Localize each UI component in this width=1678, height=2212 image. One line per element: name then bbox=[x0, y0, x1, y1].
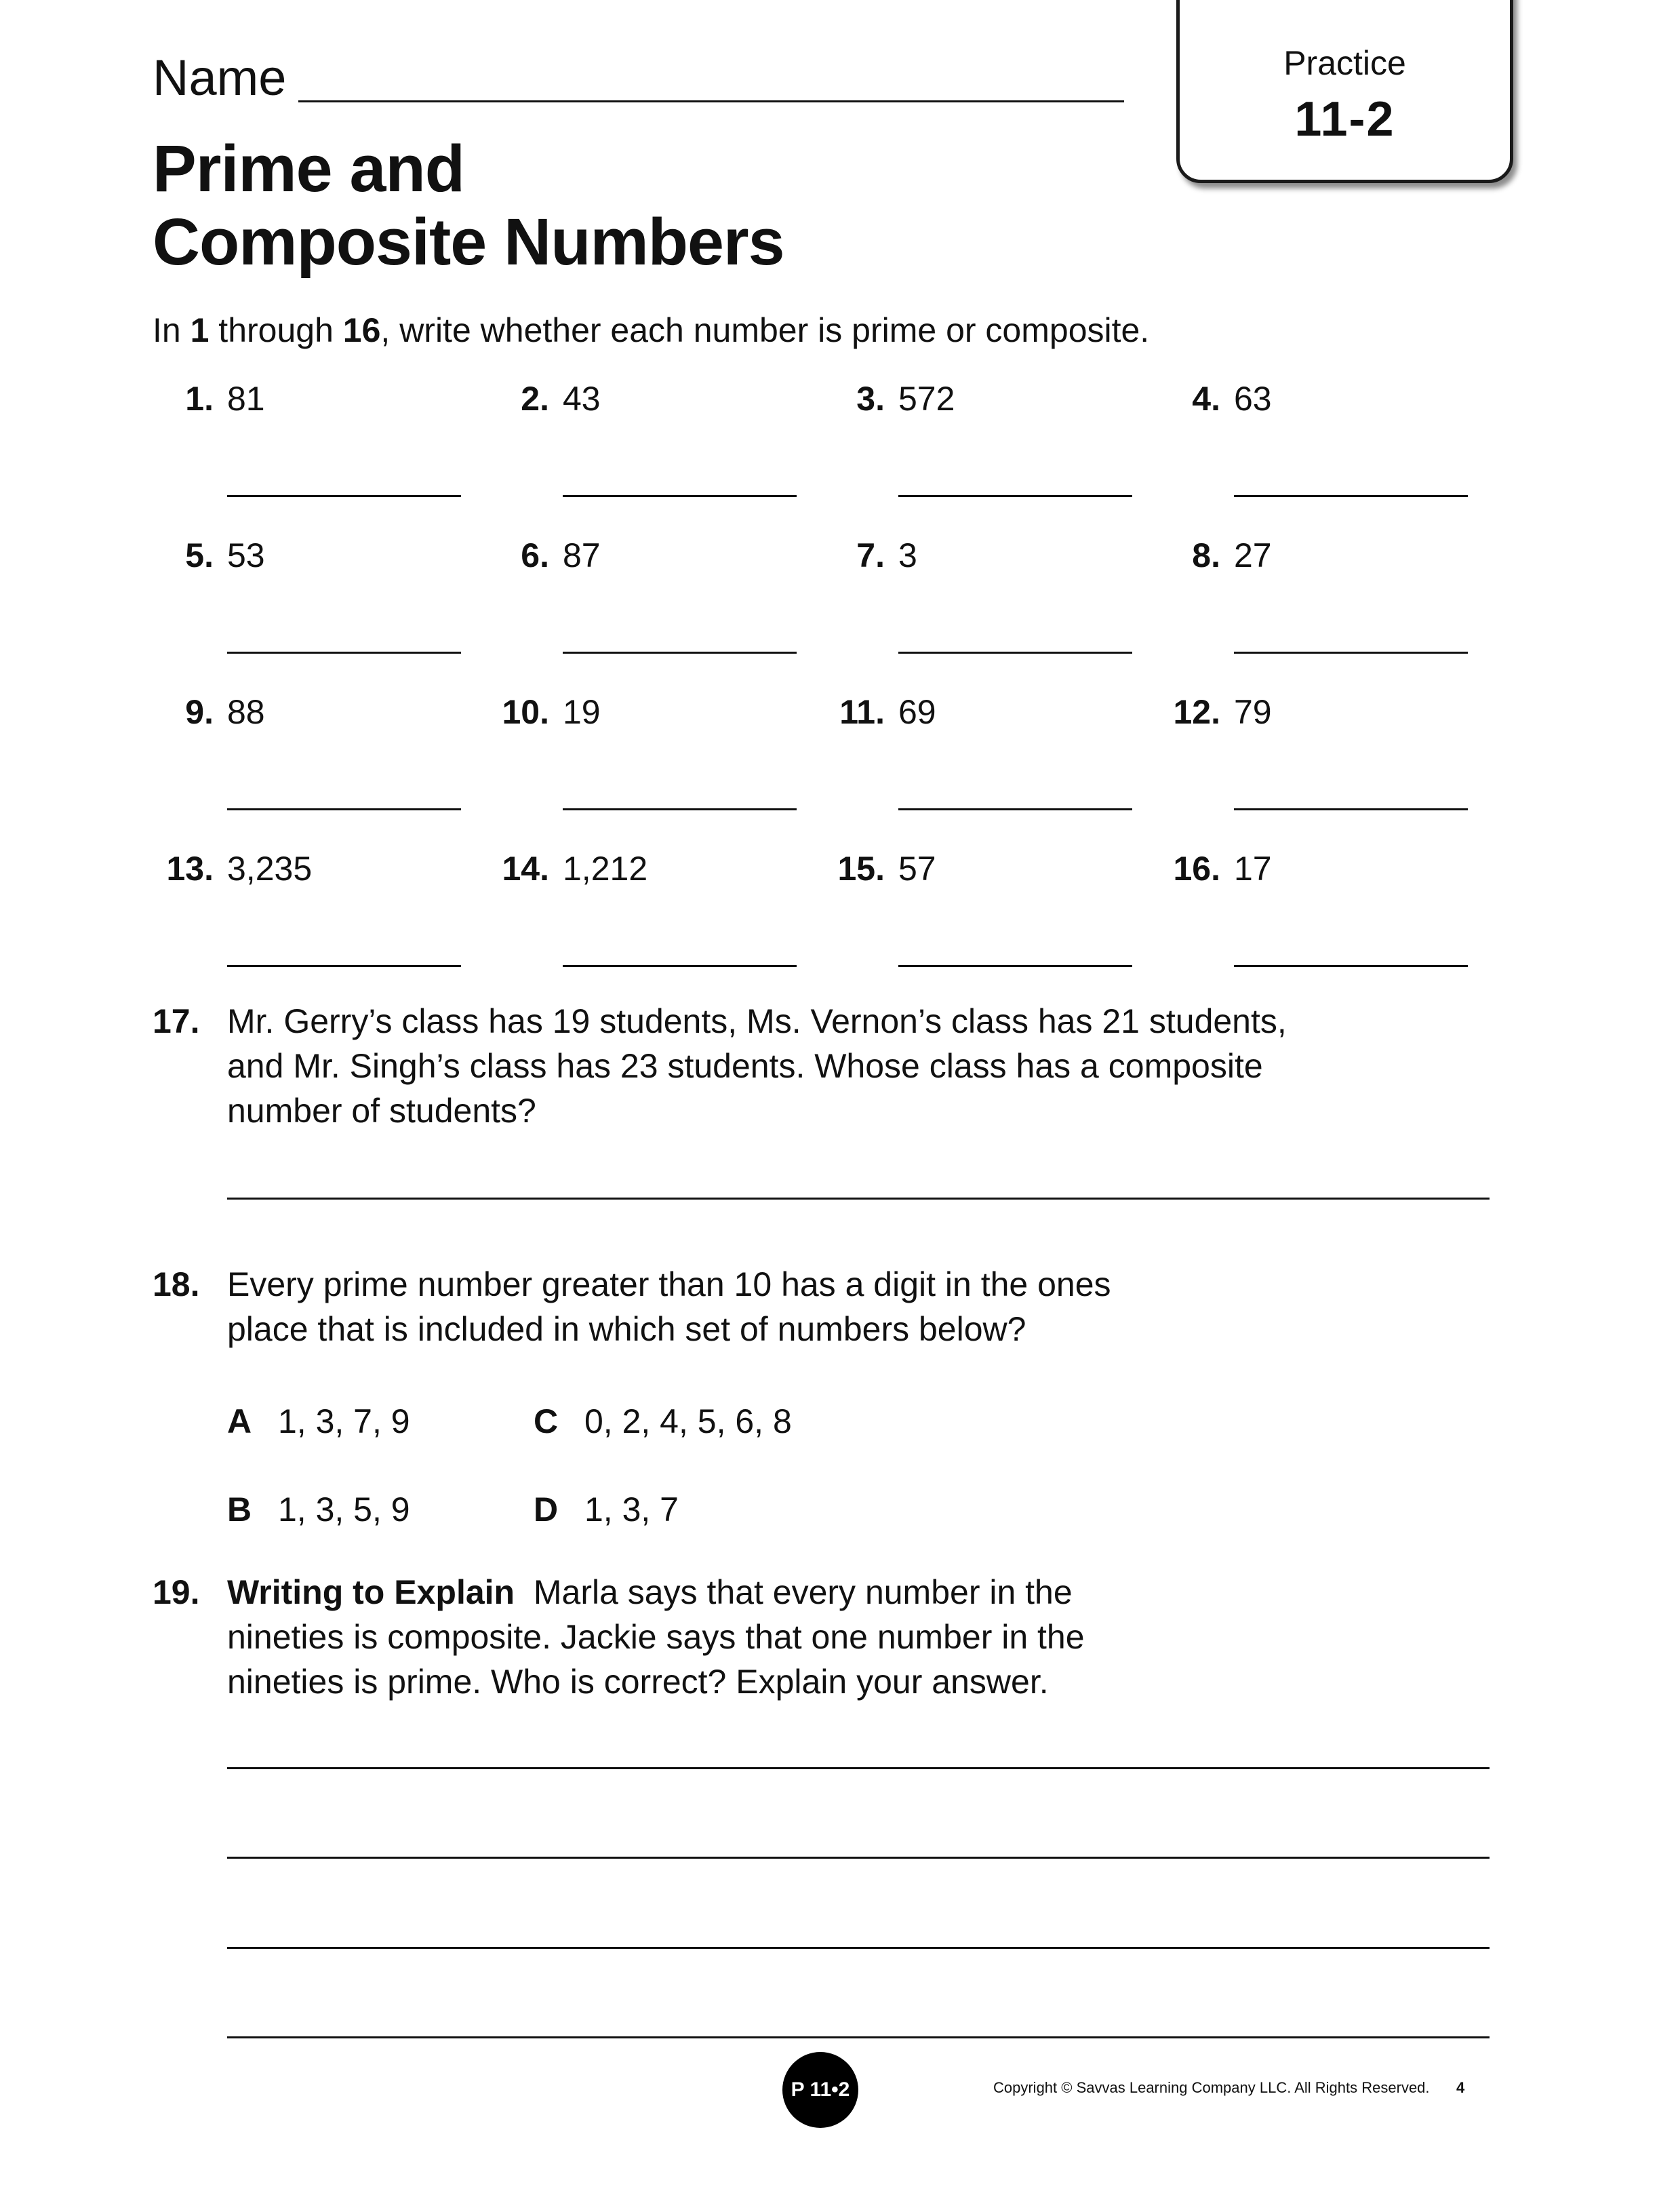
instruction-suffix: , write whether each number is prime or composite. bbox=[380, 311, 1150, 349]
question-19-line bbox=[227, 1570, 1085, 1615]
question-17-answer-line[interactable] bbox=[227, 1198, 1490, 1200]
problem-number: 15. bbox=[837, 850, 885, 888]
problem-value: 57 bbox=[898, 850, 936, 888]
problem-number: 9. bbox=[185, 693, 214, 731]
answer-line-10[interactable] bbox=[563, 808, 797, 810]
instruction-prefix: In bbox=[153, 311, 191, 349]
problem-number: 2. bbox=[521, 380, 549, 418]
title-line-2: Composite Numbers bbox=[153, 205, 784, 279]
problem-number: 10. bbox=[502, 693, 549, 731]
name-label: Name bbox=[153, 50, 287, 106]
instruction-end: 16 bbox=[342, 311, 381, 349]
page-title bbox=[153, 132, 784, 279]
question-19-answer-line[interactable] bbox=[227, 1767, 1490, 1769]
question-17-line: Mr. Gerry’s class has 19 students, Ms. Vernon’s class has 21 students, bbox=[227, 1002, 1287, 1040]
answer-line-11[interactable] bbox=[898, 808, 1132, 810]
page-badge: P 11•2 bbox=[782, 2052, 858, 2128]
choice-text: 1, 3, 7 bbox=[584, 1490, 679, 1528]
problem-number: 16. bbox=[1173, 850, 1220, 888]
problem-number: 14. bbox=[502, 850, 549, 888]
answer-line-15[interactable] bbox=[898, 965, 1132, 967]
name-field[interactable] bbox=[298, 100, 1124, 102]
question-19-answer-line[interactable] bbox=[227, 1857, 1490, 1859]
answer-line-5[interactable] bbox=[227, 652, 461, 654]
answer-line-8[interactable] bbox=[1234, 652, 1468, 654]
problem-value: 63 bbox=[1234, 380, 1272, 418]
question-18-line: place that is included in which set of numbers below? bbox=[227, 1310, 1026, 1348]
practice-number: 11-2 bbox=[1294, 92, 1395, 146]
question-18-number: 18. bbox=[153, 1265, 200, 1303]
practice-tab bbox=[1176, 0, 1513, 183]
question-19-number: 19. bbox=[153, 1573, 200, 1611]
instruction bbox=[153, 310, 1149, 351]
title-line-1: Prime and bbox=[153, 132, 464, 205]
problem-number: 6. bbox=[521, 536, 549, 574]
question-19-answer-line[interactable] bbox=[227, 2036, 1490, 2038]
problem-number: 1. bbox=[185, 380, 214, 418]
question-18-line: Every prime number greater than 10 has a digit in the ones bbox=[227, 1265, 1111, 1303]
question-17-text bbox=[227, 999, 1287, 1133]
problem-value: 3,235 bbox=[227, 850, 313, 888]
choice-text: 0, 2, 4, 5, 6, 8 bbox=[584, 1402, 792, 1440]
problem-number: 13. bbox=[166, 850, 214, 888]
answer-line-9[interactable] bbox=[227, 808, 461, 810]
choice-text: 1, 3, 5, 9 bbox=[278, 1490, 410, 1528]
problem-number: 11. bbox=[839, 693, 885, 731]
answer-line-12[interactable] bbox=[1234, 808, 1468, 810]
question-17-line: and Mr. Singh’s class has 23 students. Whose class has a composite bbox=[227, 1047, 1263, 1085]
question-18-text bbox=[227, 1262, 1111, 1351]
copyright: Copyright © Savvas Learning Company LLC. All Rights Reserved. bbox=[993, 2079, 1430, 2096]
answer-line-16[interactable] bbox=[1234, 965, 1468, 967]
problem-number: 12. bbox=[1173, 693, 1220, 731]
question-19-line: nineties is prime. Who is correct? Explain your answer. bbox=[227, 1663, 1049, 1701]
answer-line-2[interactable] bbox=[563, 495, 797, 497]
problem-value: 87 bbox=[563, 536, 601, 574]
question-19-heading: Writing to Explain bbox=[227, 1573, 515, 1611]
choice-letter: A bbox=[227, 1402, 252, 1440]
answer-line-14[interactable] bbox=[563, 965, 797, 967]
answer-line-6[interactable] bbox=[563, 652, 797, 654]
practice-label: Practice bbox=[1283, 44, 1406, 82]
problem-number: 4. bbox=[1192, 380, 1220, 418]
problem-value: 53 bbox=[227, 536, 265, 574]
answer-line-1[interactable] bbox=[227, 495, 461, 497]
problem-value: 3 bbox=[898, 536, 917, 574]
answer-line-7[interactable] bbox=[898, 652, 1132, 654]
problem-number: 3. bbox=[856, 380, 885, 418]
answer-line-3[interactable] bbox=[898, 495, 1132, 497]
problem-number: 8. bbox=[1192, 536, 1220, 574]
question-19-line-rest: Marla says that every number in the bbox=[533, 1573, 1073, 1611]
page-number: 4 bbox=[1456, 2079, 1465, 2096]
problem-value: 69 bbox=[898, 693, 936, 731]
question-19-line: nineties is composite. Jackie says that one number in the bbox=[227, 1618, 1085, 1656]
choice-text: 1, 3, 7, 9 bbox=[278, 1402, 410, 1440]
problem-value: 88 bbox=[227, 693, 265, 731]
problem-value: 43 bbox=[563, 380, 601, 418]
problem-value: 1,212 bbox=[563, 850, 648, 888]
choice-letter: B bbox=[227, 1490, 252, 1528]
question-19-answer-line[interactable] bbox=[227, 1947, 1490, 1949]
instruction-middle: through bbox=[209, 311, 343, 349]
problem-value: 81 bbox=[227, 380, 265, 418]
choice-letter: D bbox=[534, 1490, 559, 1528]
choice-letter: C bbox=[534, 1402, 559, 1440]
instruction-start: 1 bbox=[190, 311, 209, 349]
problem-value: 17 bbox=[1234, 850, 1272, 888]
answer-line-4[interactable] bbox=[1234, 495, 1468, 497]
problem-number: 5. bbox=[185, 536, 214, 574]
problem-value: 19 bbox=[563, 693, 601, 731]
problem-value: 27 bbox=[1234, 536, 1272, 574]
problem-value: 572 bbox=[898, 380, 955, 418]
answer-line-13[interactable] bbox=[227, 965, 461, 967]
question-17-number: 17. bbox=[153, 1002, 200, 1040]
problem-value: 79 bbox=[1234, 693, 1272, 731]
question-17-line: number of students? bbox=[227, 1092, 536, 1130]
question-19-text bbox=[227, 1570, 1085, 1704]
problem-number: 7. bbox=[856, 536, 885, 574]
